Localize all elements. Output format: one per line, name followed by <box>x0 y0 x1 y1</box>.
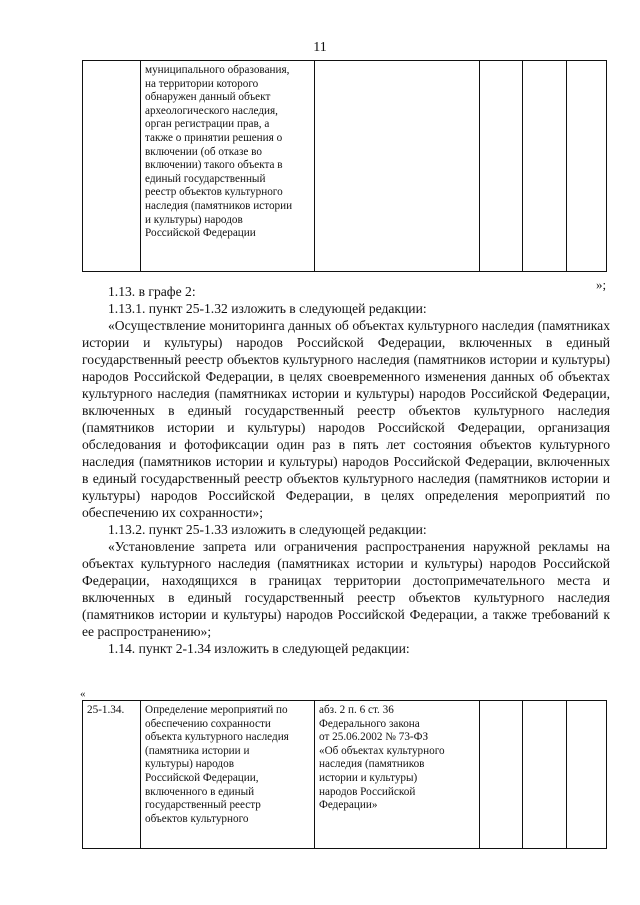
description-cell: муниципального образования, на территории которого обнаружен данный объект археологического наследия, орган регистрации прав, а также о принятии решения о включении (об отказе во включении) такого объекта в единый государственный реестр объектов культурного наследия (памятников истории и культуры) народов Российской Федерации <box>141 61 315 272</box>
empty-cell <box>523 701 567 849</box>
empty-cell <box>567 701 607 849</box>
paragraph: 1.13.2. пункт 25-1.33 изложить в следующей редакции: <box>108 522 427 537</box>
empty-cell <box>480 61 523 272</box>
number-cell: 25-1.34. <box>83 701 141 849</box>
basis-cell <box>315 61 480 272</box>
paragraph: «Осуществление мониторинга данных об объектах культурного наследия (памятниках истории и культуры) народов Российской Федерации, включенных в единый государственный реестр объектов культурного наследия (памятников истории и культуры) народов Российской Федерации, в целях своевременного изменения данных об объектах культурного наследия (памятниках истории и культуры) народов Российской Федерации, включенных в единый государственный реестр объектов культурного наследия (памятников истории и культуры) народов Российской Федерации, организация обследования и фотофиксации один раз в пять лет состояния объектов культурного наследия (памятников истории и культуры) народов Российской Федерации, включенных в единый государственный реестр объектов культурного наследия (памятников истории и культуры) народов Российской Федерации, в целях определения мероприятий по обеспечению их сохранности»; <box>82 318 610 520</box>
table-row <box>83 61 607 272</box>
empty-cell <box>567 61 607 272</box>
paragraph: «Установление запрета или ограничения распространения наружной рекламы на объектах культурного наследия (памятниках истории и культуры) народов Российской Федерации, находящихся в границах территории достопримечательного места и включенных в единый государственный реестр объектов культурного наследия (памятников истории и культуры) народов Российской Федерации, а также требований к ее распространению»; <box>82 539 610 639</box>
top-continuation-table <box>82 60 607 272</box>
empty-cell <box>480 701 523 849</box>
opening-quote: « <box>80 688 86 700</box>
number-cell <box>83 61 141 272</box>
body-text <box>82 283 610 657</box>
description-cell: Определение мероприятий по обеспечению сохранности объекта культурного наследия (памятника истории и культуры) народов Российской Федерации, включенного в единый государственный реестр объектов культурного <box>141 701 315 849</box>
basis-cell: абз. 2 п. 6 ст. 36 Федерального закона от 25.06.2002 № 73-ФЗ «Об объектах культурного наследия (памятников истории и культуры) народов Российской Федерации» <box>315 701 480 849</box>
paragraph: 1.14. пункт 2-1.34 изложить в следующей редакции: <box>108 641 410 656</box>
table-row <box>83 701 607 849</box>
closing-quote: »; <box>596 277 607 292</box>
paragraph: 1.13.1. пункт 25-1.32 изложить в следующей редакции: <box>108 301 427 316</box>
new-item-table <box>82 700 607 849</box>
paragraph: 1.13. в графе 2: <box>108 284 196 299</box>
page-number: 11 <box>313 40 327 55</box>
empty-cell <box>523 61 567 272</box>
